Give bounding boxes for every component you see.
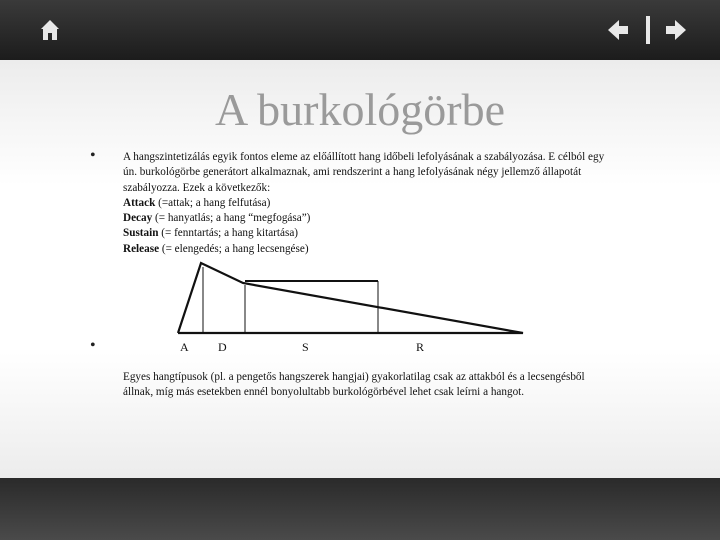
phase-desc: (= fenntartás; a hang kitartása) (158, 227, 299, 240)
bullet-marker: • (90, 147, 96, 164)
closing-paragraph (123, 370, 663, 401)
phase-term: Sustain (123, 227, 159, 240)
intro-line: A hangszintetizálás egyik fontos eleme az előállított hang időbeli lefolyásának a szabályozása. E célból egy (123, 151, 605, 163)
phase-desc: (= hanyatlás; a hang “megfogása”) (152, 212, 311, 225)
envelope-label-sustain: S (302, 340, 309, 354)
previous-slide-icon[interactable] (606, 18, 630, 42)
slide-title: A burkológörbe (214, 84, 505, 135)
phase-desc: (= elengedés; a hang lecsengése) (159, 242, 309, 255)
home-icon[interactable] (40, 19, 60, 41)
phase-term: Attack (123, 196, 156, 209)
adsr-envelope-diagram (170, 255, 530, 340)
phase-attack (123, 196, 663, 211)
top-nav-bar (0, 0, 720, 60)
phase-term: Release (123, 242, 160, 255)
phase-desc: (=attak; a hang felfutása) (155, 196, 271, 209)
bullet-marker: • (90, 337, 96, 354)
closing-line: Egyes hangtípusok (pl. a pengetős hangszerek hangjai) gyakorlatilag csak az attakból és a lecsengésből (123, 371, 585, 383)
envelope-label-release: R (416, 340, 425, 354)
intro-line: ún. burkológörbe generátort alkalmaznak, ami rendszerint a hang lefolyásának négy jellemző állapotát (123, 166, 582, 179)
envelope-label-attack: A (180, 340, 189, 354)
phase-sustain (123, 226, 663, 241)
closing-line: állnak, míg más esetekben ennél bonyolultabb burkológörbével lehet csak leírni a hangot. (123, 386, 525, 399)
phase-term: Decay (123, 212, 153, 225)
bottom-bar (0, 478, 720, 540)
next-slide-icon[interactable] (664, 18, 688, 42)
envelope-label-decay: D (218, 340, 227, 354)
phase-decay (123, 211, 663, 226)
intro-paragraph (123, 150, 663, 257)
intro-line: szabályozza. Ezek a következők: (123, 181, 271, 194)
separator-icon (646, 16, 650, 44)
envelope-curve (178, 263, 523, 333)
